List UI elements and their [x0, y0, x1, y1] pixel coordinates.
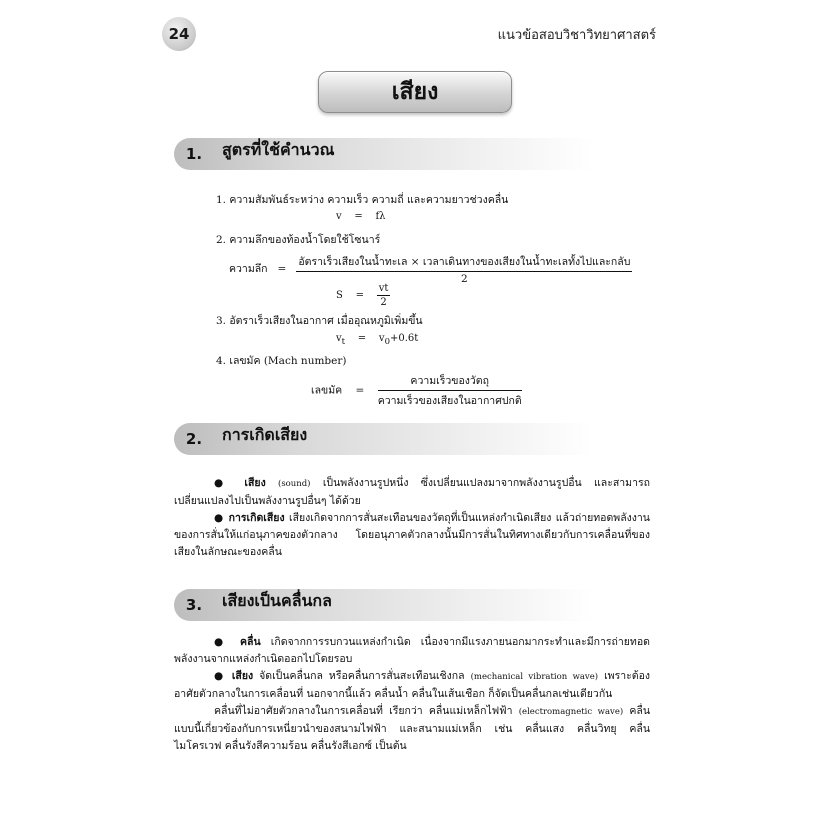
bullet-icon: ● [214, 636, 230, 648]
paragraph-text: จัดเป็นคลื่นกล หรือคลื่นการสั่นสะเทือนเชิงกล [259, 670, 465, 682]
section-title: เสียงเป็นคลื่นกล [222, 591, 332, 610]
paragraph-text: เกิดจากการรบกวนแหล่งกำเนิด เนื่องจากมีแรงภายนอกมากระทำและมีการถ่ายทอดพลังงานจากแหล่งกำเนิดออกไปโดยรอบ [174, 636, 650, 665]
section-title: สูตรที่ใช้คำนวณ [222, 140, 335, 159]
formula-2b [336, 283, 390, 308]
formula-3 [336, 333, 418, 347]
term-english: (electromagnetic wave) [518, 707, 624, 717]
formula-2 [229, 253, 632, 285]
section-number: 2. [185, 430, 203, 448]
formula-lhs: S [336, 290, 343, 301]
section-3-body [174, 634, 650, 755]
bullet-icon: ● [214, 477, 233, 489]
paragraph-text: เพราะต้องอาศัยตัวกลางในการเคลื่อนที่ นอกจากนี้แล้ว คลื่นน้ำ คลื่นในเส้นเชือก ก็จัดเป็นคลื่นกลเช่นเดียวกัน [174, 670, 651, 700]
paragraph [174, 510, 650, 561]
page-number: 24 [162, 17, 196, 51]
section-2-body [174, 475, 650, 561]
fraction-denominator: ความเร็วของเสียงในอากาศปกติ [377, 395, 522, 407]
formula-lhs: เลขมัค [311, 384, 343, 397]
bullet-icon: ● [214, 512, 225, 524]
formula-1 [336, 211, 386, 222]
formula-equals: = [354, 211, 363, 222]
paragraph [174, 475, 650, 510]
section-number: 1. [185, 145, 203, 163]
formula-equals: = [277, 263, 287, 275]
formula-fraction [378, 372, 522, 409]
term-english: (mechanical vibration wave) [470, 672, 599, 682]
formula-subscript: 0 [384, 337, 390, 347]
term: การเกิดเสียง [228, 512, 285, 524]
section-heading-2 [174, 423, 594, 455]
formula-lhs: ความลึก [229, 263, 268, 275]
section-heading-1 [174, 138, 594, 170]
fraction-denominator: 2 [380, 297, 387, 308]
bullet-icon: ● [214, 670, 226, 682]
term-english: (sound) [278, 479, 311, 489]
paragraph [174, 703, 650, 755]
term: เสียง [244, 477, 266, 489]
section-number: 3. [185, 596, 203, 614]
formula-rhs-rest: +0.6t [389, 333, 419, 344]
formula-1-label: 1. ความสัมพันธ์ระหว่าง ความเร็ว ความถี่ และความยาวช่วงคลื่น [216, 194, 509, 206]
formula-fraction [377, 283, 391, 308]
formula-2-label: 2. ความลึกของท้องน้ำโดยใช้โซนาร์ [216, 234, 381, 246]
fraction-denominator: 2 [461, 273, 468, 285]
formula-lhs: v [336, 211, 342, 222]
formula-rhs: fλ [375, 211, 386, 222]
paragraph-text: เป็นพลังงานรูปหนึ่ง ซึ่งเปลี่ยนแปลงมาจากพลังงานรูปอื่น และสามารถเปลี่ยนแปลงไปเป็นพลังงานรูปอื่นๆ ได้ด้วย [174, 477, 650, 507]
term: คลื่น [240, 636, 261, 648]
formula-equals: = [357, 333, 367, 344]
section-heading-3 [174, 589, 594, 621]
term: เสียง [231, 670, 254, 682]
chapter-title: เสียง [391, 79, 439, 105]
chapter-title-box [318, 71, 512, 113]
paragraph [174, 634, 650, 668]
fraction-numerator: vt [378, 283, 389, 294]
fraction-numerator: อัตราเร็วเสียงในน้ำทะเล × เวลาเดินทางของเสียงในน้ำทะเลทั้งไปและกลับ [296, 253, 632, 272]
formula-4-label: 4. เลขมัค (Mach number) [216, 355, 347, 367]
paragraph-text: คลื่นแบบนี้เกี่ยวข้องกับการเหนี่ยวนำของสนามไฟฟ้า และสนามแม่เหล็ก เช่น คลื่นแสง คลื่นวิทยุ คลื่นไมโครเวฟ คลื่นรังสีความร้อน คลื่นรังสีเอกซ์ เป็นต้น [174, 705, 651, 752]
paragraph-text: คลื่นที่ไม่อาศัยตัวกลางในการเคลื่อนที่ เรียกว่า คลื่นแม่เหล็กไฟฟ้า [214, 705, 513, 717]
paragraph [174, 668, 650, 703]
formula-lhs: v [336, 333, 342, 344]
paragraph-text: เสียงเกิดจากการสั่นสะเทือนของวัตถุที่เป็นแหล่งกำเนิดเสียง แล้วถ่ายทอดพลังงานของการสั่นให้แก่อนุภาคของตัวกลาง โดยอนุภาคตัวกลางนั้นมีการสั่นในทิศทางเดียวกับการเคลื่อนที่ของเสียงในลักษณะของคลื่น [174, 512, 650, 558]
formula-subscript: t [341, 337, 346, 347]
fraction-numerator: ความเร็วของวัตถุ [378, 372, 522, 391]
formula-rhs: v [378, 333, 385, 344]
formula-equals: = [355, 384, 365, 397]
formula-fraction [296, 253, 632, 285]
formula-4 [311, 372, 522, 409]
formula-equals: = [355, 290, 364, 301]
formula-3-label: 3. อัตราเร็วเสียงในอากาศ เมื่ออุณหภูมิเพิ่มขึ้น [216, 315, 423, 327]
running-title: แนวข้อสอบวิชาวิทยาศาสตร์ [497, 28, 656, 43]
section-title: การเกิดเสียง [222, 425, 308, 444]
